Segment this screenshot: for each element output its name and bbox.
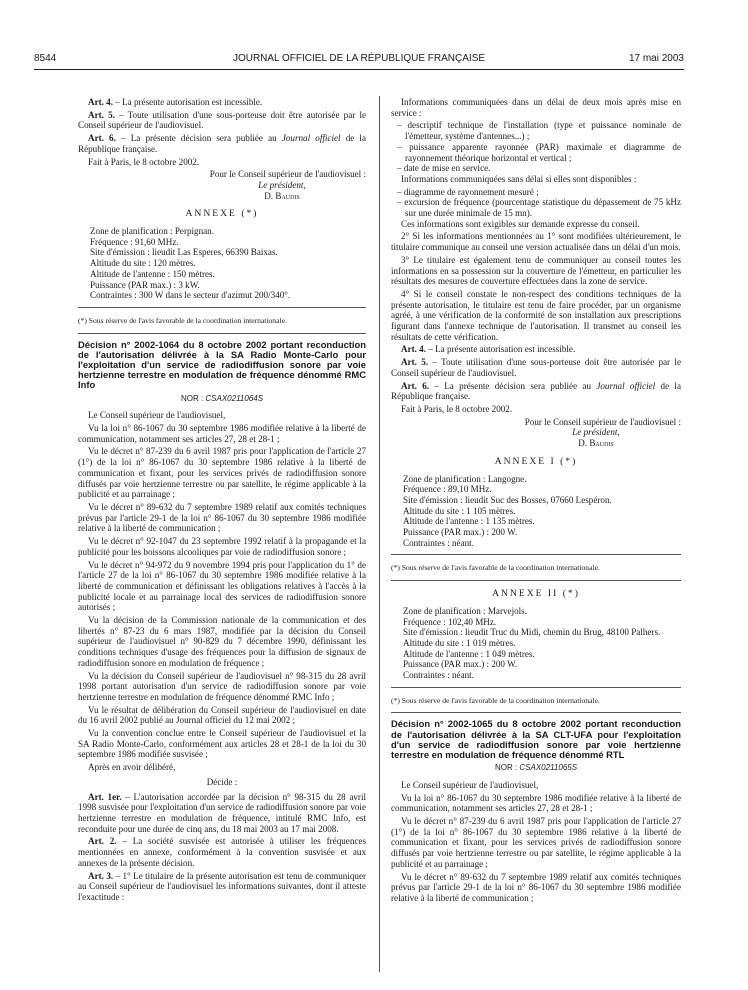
article-1: Art. 1er. – L'autorisation accordée par la décision n° 98-315 du 28 avril 1998 susvisée pour l'exploitation d'un service de radiodiffusion sonore par voie hertzienne terrestre en modulation de fréquence, intitulé RMC Info, est reconduite pour une durée de cinq ans, du 18 mai 2003 au 17 mai 2008. — [78, 791, 366, 834]
signature-block: Pour le Conseil supérieur de l'audiovisuel : Le président, D. Baudis — [524, 416, 681, 449]
paragraph: 4° Si le conseil constate le non-respect des conditions techniques de la présente autorisation, le titulaire est tenu de faire procéder, par un organisme agréé, à une vérification de la conformité de son installation aux prescriptions figurant dans l'annexe technique de l'autorisation. Il transmet au conseil les résultats de cette vérification. — [391, 288, 681, 342]
paragraph: 3° Le titulaire est également tenu de communiquer au conseil toutes les informations en sa possession sur la couverture de l'émetteur, en particulier les résultats des mesures de couverture effectuées dans la zone de service. — [391, 254, 681, 287]
list-item: – excursion de fréquence (pourcentage statistique du dépassement de 75 kHz sur une durée minimale de 15 mn). — [397, 197, 681, 219]
separator — [391, 712, 681, 713]
decision-body: Le Conseil supérieur de l'audiovisuel, Vu la loi n° 86-1067 du 30 septembre 1986 modifiée relative à la liberté de communication, notamment ses articles 27, 28 et 28-1 ; Vu le décret n° 87-239 du 6 avril 1987 pris pour l'application de l'article 27 (1°) de la loi n° 86-1067 du 30 septembre 1986 relative à la liberté de communication et fixant, pour les services privés de radiodiffusion sonore diffusés par voie hertzienne terrestre ou par satellite, le régime applicable à la publicité et au parrainage ; Vu le décret n° 89-632 du 7 septembre 1989 relatif aux comités techniques prévus par l'article 29-1 de la loi n° 86-1067 du 30 septembre 1986 modifiée relative à la liberté de communication ; — [391, 779, 681, 903]
page-header — [34, 53, 684, 67]
article-4: Art. 4. – La présente autorisation est incessible. — [401, 344, 576, 355]
annex-2-lines: Zone de planification : Marvejols. Fréquence : 102,40 MHz. Site d'émission : lieudit Truc du Midi, chemin du Brug, 48100 Palhers. Altitude du site : 1 019 mètres. Altitude de l'antenne : 1 049 mètres. Puissance (PAR max.) : 200 W. Contraintes : néant. — [403, 605, 661, 681]
left-column — [78, 97, 366, 905]
article-4: Art. 4. – La présente autorisation est incessible. — [88, 97, 263, 107]
annex-1-footnote: (*) Sous réserve de l'avis favorable de la coordination internationale. — [391, 563, 600, 573]
decide-heading: Décide : — [206, 776, 238, 787]
annex-2-footnote: (*) Sous réserve de l'avis favorable de la coordination internationale. — [391, 695, 600, 705]
decision-title: Décision n° 2002-1064 du 8 octobre 2002 portant reconduction de l'autorisation délivrée à la SA Radio Monte-Carlo pour l'exploitation d'un service de radiodiffusion sonore par voie hertzienne terrestre en modulation de fréquence dénommé RMC Info — [78, 338, 366, 391]
annex-lines: Zone de planification : Perpignan. Fréquence : 91,60 MHz. Site d'émission : lieudit Las Esperes, 66390 Baixas. Altitude du site : 120 mètres. Altitude de l'antenne : 150 mètres. Puissance (PAR max.) : 3 kW. Contraintes : 300 W dans le secteur d'azimut 200/340°. — [90, 226, 291, 301]
info-intro: Informations communiquées dans un délai de deux mois après mise en service : — [391, 97, 681, 118]
annex-1-lines: Zone de planification : Langogne. Fréquence : 89,10 MHz. Site d'émission : lieudit Suc des Bosses, 07660 Lespéron. Altitude du site : 1 105 mètres. Altitude de l'antenne : 1 135 mètres. Puissance (PAR max.) : 200 W. Contraintes : néant. — [403, 473, 612, 548]
article-6: Art. 6. – La présente décision sera publiée au Journal officiel de la République française. — [391, 380, 681, 402]
decision-title: Décision n° 2002-1065 du 8 octobre 2002 portant reconduction de l'autorisation délivrée à la SA CLT-UFA pour l'exploitation d'un service de radiodiffusion sonore par voie hertzienne terrestre en modulation de fréquence dénommé RTL — [391, 718, 681, 761]
list-item: – diagramme de rayonnement mesuré ; — [397, 186, 539, 197]
annex-title: ANNEXE (*) — [185, 208, 259, 220]
annex-1-title: ANNEXE I (*) — [494, 455, 578, 467]
list-item: – date de mise en service. — [397, 163, 491, 174]
nor-reference: NOR : CSAX0211065S — [494, 763, 578, 773]
info-intro-2: Informations communiquées sans délai si elles sont disponibles : — [401, 173, 637, 184]
right-column — [391, 97, 681, 906]
article-2: Art. 2. – La société susvisée est autorisée à utiliser les fréquences mentionnées en annexe, conformément à la convention susvisée et aux annexes de la présente décision. — [78, 836, 367, 868]
article-6: Art. 6. – La présente décision sera publiée au Journal officiel de la République française. — [78, 133, 366, 154]
list-item: – descriptif technique de l'installation (type et puissance nominale de l'émetteur, système d'antennes...) ; — [397, 120, 681, 142]
signature-block: Pour le Conseil supérieur de l'audiovisuel : Le président, D. Baudis — [209, 169, 366, 201]
annex-2-title: ANNEXE II (*) — [492, 588, 580, 600]
column-divider — [379, 96, 380, 972]
separator — [391, 580, 681, 581]
fait-a-paris: Fait à Paris, le 8 octobre 2002. — [401, 403, 513, 414]
header-rule — [34, 69, 684, 70]
article-5: Art. 5. – Toute utilisation d'une sous-porteuse doit être autorisée par le Conseil supérieur de l'audiovisuel. — [391, 357, 681, 378]
separator — [78, 333, 366, 334]
list-item: – puissance apparente rayonnée (PAR) maximale et diagramme de rayonnement théorique horizontal et vertical ; — [397, 141, 681, 163]
page-number: 8544 — [34, 53, 57, 64]
nor-reference: NOR : CSAX0211064S — [180, 393, 264, 403]
decision-body: Le Conseil supérieur de l'audiovisuel, Vu la loi n° 86-1067 du 30 septembre 1986 modifiée relative à la liberté de communication, notamment ses articles 27, 28 et 28-1 ; Vu le décret n° 87-239 du 6 avril 1987 pris pour l'application de l'article 27 (1°) de la loi n° 86-1067 du 30 septembre 1986 relative à la liberté de communication et fixant, pour les services privés de radiodiffusion sonore diffusés par voie hertzienne terrestre ou par satellite, le régime applicable à la publicité et au parrainage ; Vu le décret n° 89-632 du 7 septembre 1989 relatif aux comités techniques prévus par l'article 29-1 de la loi n° 86-1067 du 30 septembre 1986 modifiée relative à la liberté de communication ; Vu le décret n° 92-1047 du 23 septembre 1992 relatif à la propagande et la publicité pour les boissons alcooliques par voie de radiodiffusion sonore ; Vu le décret n° 94-972 du 9 novembre 1994 pris pour l'application du 1° de l'article 27 de la loi n° 86-1067 du 30 septembre 1986 modifiée relative à la liberté de communication et définissant les obligations relatives à l'accès à la publicité locale et au parrainage local des services de radiodiffusion sonore autorisés ; Vu la décision de la Commission nationale de la communication et des libertés n° 87-23 du 6 mars 1987, modifiée par la décision du Conseil supérieur de l'audiovisuel n° 90-829 du 7 décembre 1990, définissant les conditions techniques d'usage des fréquences pour la diffusion de signaux de radiodiffusion sonore en modulation de fréquence ; Vu la décision du Conseil supérieur de l'audiovisuel n° 98-315 du 28 avril 1998 portant autorisation d'un service de radiodiffusion sonore par voie hertzienne terrestre en modulation de fréquence dénommé RMC Info ; Vu le résultat de délibération du Conseil supérieur de l'audiovisuel en date du 16 avril 2002 publié au Journal officiel du 12 mai 2002 ; Vu la convention conclue entre le Conseil supérieur de l'audiovisuel et la SA Radio Monte-Carlo, conformément aux articles 28 et 28-1 de la loi du 30 septembre 1986 modifiée susvisée ; Après en avoir délibéré, — [78, 410, 366, 773]
annex-footnote: (*) Sous réserve de l'avis favorable de la coordination internationale. — [78, 315, 287, 325]
article-3: Art. 3. – 1° Le titulaire de la présente autorisation est tenu de communiquer au Conseil supérieur de l'audiovisuel les informations suivantes, dont il atteste l'exactitude : — [78, 870, 367, 902]
paragraph: 2° Si les informations mentionnées au 1° sont modifiées ultérieurement, le titulaire communique au conseil une version actualisée dans un délai d'un mois. — [391, 231, 681, 253]
separator — [391, 687, 681, 688]
fait-a-paris: Fait à Paris, le 8 octobre 2002. — [88, 156, 200, 167]
paragraph: Ces informations sont exigibles sur demande expresse du conseil. — [401, 218, 640, 229]
separator — [391, 554, 681, 555]
issue-date: 17 mai 2003 — [628, 53, 684, 64]
article-5: Art. 5. – Toute utilisation d'une sous-porteuse doit être autorisée par le Conseil supérieur de l'audiovisuel. — [78, 109, 367, 131]
separator — [78, 307, 366, 308]
journal-title: JOURNAL OFFICIEL DE LA RÉPUBLIQUE FRANÇAISE — [232, 53, 486, 64]
